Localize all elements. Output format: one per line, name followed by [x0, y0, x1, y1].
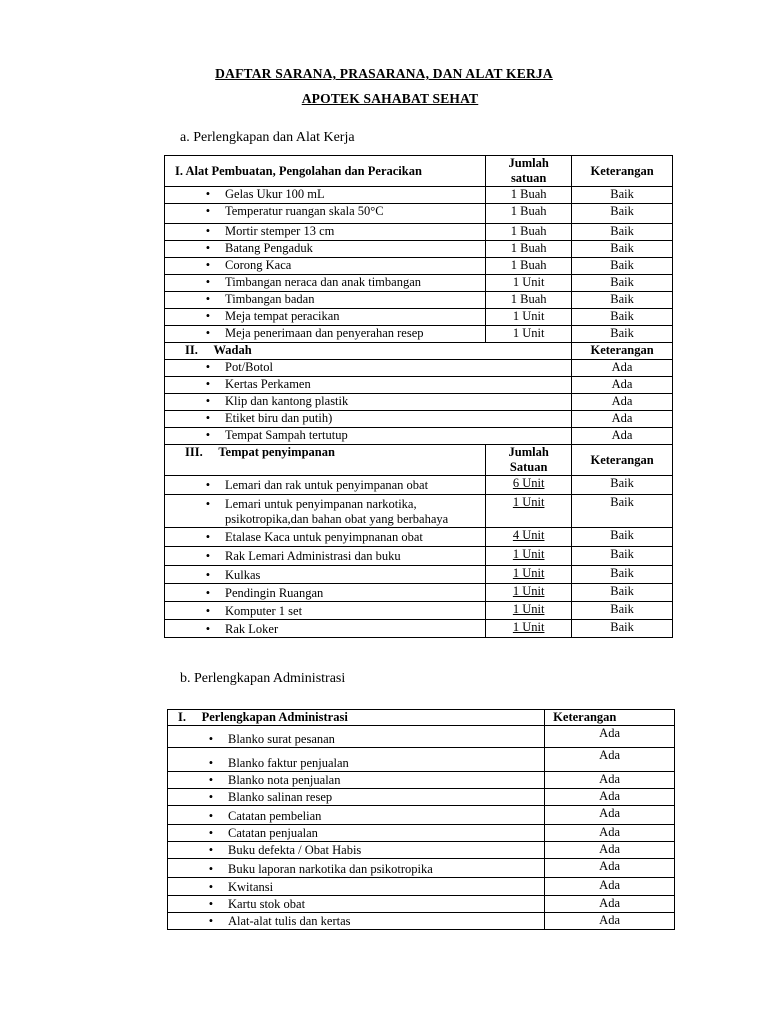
- table-row: [168, 878, 675, 896]
- ket-cell: [545, 913, 675, 930]
- ket-cell: [572, 204, 673, 224]
- item-cell: [165, 360, 572, 377]
- bullet-icon: •: [205, 326, 211, 340]
- ket-cell: [545, 896, 675, 913]
- item-label: Blanko salinan resep: [228, 790, 333, 804]
- item-cell: [168, 913, 545, 930]
- document-title: DAFTAR SARANA, PRASARANA, DAN ALAT KERJA: [215, 66, 553, 81]
- ket-value: Ada: [599, 772, 620, 786]
- item-cell: [168, 896, 545, 913]
- qty-value: 1 Buah: [510, 187, 547, 201]
- table-row: [165, 566, 673, 584]
- item-cell: [168, 878, 545, 896]
- bullet-icon: •: [205, 204, 211, 218]
- ket-value: Ada: [611, 394, 633, 408]
- qty-value: 1 Buah: [510, 241, 547, 255]
- item-label: Kwitansi: [228, 880, 274, 894]
- item-label: Timbangan neraca dan anak timbangan: [225, 275, 422, 289]
- bullet-icon: •: [205, 224, 211, 238]
- equipment-table: [164, 155, 673, 638]
- ket-cell: [572, 326, 673, 343]
- ket-cell: [572, 394, 673, 411]
- table-row: [165, 394, 673, 411]
- group-header: [165, 156, 486, 187]
- bullet-icon: •: [208, 809, 214, 823]
- item-cell: [165, 204, 486, 224]
- qty-value: 1 Buah: [510, 204, 547, 218]
- ket-cell: [572, 309, 673, 326]
- item-label: Buku defekta / Obat Habis: [228, 843, 362, 857]
- ket-value: Baik: [610, 528, 634, 542]
- bullet-icon: •: [208, 790, 214, 804]
- column-header-qty: [486, 156, 572, 187]
- qty-value: 1 Unit: [512, 584, 545, 598]
- table-row: [165, 326, 673, 343]
- ket-value: Baik: [610, 584, 634, 598]
- ket-cell: [545, 726, 675, 748]
- ket-header: Keterangan: [590, 343, 654, 357]
- qty-cell: [486, 584, 572, 602]
- table-row: [165, 187, 673, 204]
- group-header: [168, 710, 545, 726]
- qty-header: Jumlah Satuan: [508, 445, 549, 474]
- ket-cell: [572, 566, 673, 584]
- qty-cell: [486, 602, 572, 620]
- ket-cell: [545, 878, 675, 896]
- qty-cell: [486, 528, 572, 547]
- table-row: [165, 360, 673, 377]
- qty-cell: [486, 566, 572, 584]
- qty-value: 1 Unit: [512, 326, 545, 340]
- table-row: [165, 224, 673, 241]
- qty-value: 1 Buah: [510, 224, 547, 238]
- group-number: I.: [178, 710, 186, 724]
- pharmacy-name: APOTEK SAHABAT SEHAT: [301, 91, 479, 106]
- bullet-icon: •: [208, 843, 214, 857]
- ket-cell: [572, 377, 673, 394]
- ket-cell: [572, 224, 673, 241]
- item-label: Komputer 1 set: [225, 604, 303, 618]
- bullet-icon: •: [208, 826, 214, 840]
- table-row: [165, 495, 673, 528]
- item-label: Kulkas: [225, 568, 261, 582]
- table-row: [168, 896, 675, 913]
- ket-cell: [572, 428, 673, 445]
- table-row: [165, 547, 673, 566]
- bullet-icon: •: [205, 360, 211, 374]
- item-label: Tempat Sampah tertutup: [225, 428, 348, 442]
- qty-cell: [486, 187, 572, 204]
- item-label: Pendingin Ruangan: [225, 586, 324, 600]
- table-row: [168, 825, 675, 842]
- item-label: Mortir stemper 13 cm: [225, 224, 335, 238]
- item-label: Temperatur ruangan skala 50°C: [225, 204, 384, 218]
- ket-value: Baik: [610, 241, 634, 255]
- item-cell: [165, 428, 572, 445]
- ket-cell: [545, 772, 675, 789]
- ket-value: Baik: [610, 187, 634, 201]
- item-cell: [168, 859, 545, 878]
- item-label: Batang Pengaduk: [225, 241, 313, 255]
- table-row: [165, 584, 673, 602]
- qty-value: 1 Buah: [510, 258, 547, 272]
- item-cell: [168, 726, 545, 748]
- ket-value: Baik: [610, 326, 634, 340]
- administration-table: [167, 709, 675, 930]
- ket-cell: [572, 292, 673, 309]
- ket-value: Baik: [610, 292, 634, 306]
- item-label: Blanko nota penjualan: [228, 773, 341, 787]
- table-row: [168, 772, 675, 789]
- table-row: [165, 411, 673, 428]
- item-cell: [165, 547, 486, 566]
- item-cell: [168, 842, 545, 859]
- ket-value: Baik: [610, 309, 634, 323]
- ket-cell: [572, 411, 673, 428]
- table-row: [165, 428, 673, 445]
- bullet-icon: •: [205, 530, 211, 544]
- column-header-ket: [572, 343, 673, 360]
- ket-cell: [545, 806, 675, 825]
- ket-cell: [572, 258, 673, 275]
- item-label: Etalase Kaca untuk penyimpnanan obat: [225, 530, 423, 544]
- bullet-icon: •: [205, 258, 211, 272]
- item-label: Kartu stok obat: [228, 897, 306, 911]
- item-label: Catatan penjualan: [228, 826, 318, 840]
- ket-value: Ada: [611, 428, 633, 442]
- ket-value: Ada: [599, 748, 620, 762]
- section-b-heading: b. Perlengkapan Administrasi: [180, 671, 346, 686]
- group-title: Wadah: [213, 343, 252, 357]
- ket-cell: [572, 241, 673, 258]
- bullet-icon: •: [205, 549, 211, 563]
- item-cell: [168, 748, 545, 772]
- group-number: II.: [185, 343, 198, 357]
- ket-cell: [572, 476, 673, 495]
- ket-cell: [545, 748, 675, 772]
- ket-value: Baik: [610, 275, 634, 289]
- qty-value: 1 Unit: [512, 602, 545, 616]
- column-header-qty: [486, 445, 572, 476]
- qty-value: 1 Unit: [512, 566, 545, 580]
- item-cell: [165, 566, 486, 584]
- ket-value: Baik: [610, 602, 634, 616]
- qty-value: 1 Unit: [512, 547, 545, 561]
- qty-value: 1 Unit: [512, 275, 545, 289]
- table-row: [165, 309, 673, 326]
- ket-value: Baik: [610, 566, 634, 580]
- table-row: [165, 602, 673, 620]
- item-label: Blanko surat pesanan: [228, 732, 335, 746]
- ket-value: Ada: [599, 825, 620, 839]
- qty-cell: [486, 620, 572, 638]
- table-row: [165, 620, 673, 638]
- item-cell: [165, 394, 572, 411]
- group-number: I.: [175, 163, 183, 178]
- item-label: Lemari dan rak untuk penyimpanan obat: [225, 478, 429, 492]
- item-label: Klip dan kantong plastik: [225, 394, 349, 408]
- table-row: [165, 204, 673, 224]
- bullet-icon: •: [205, 241, 211, 255]
- ket-value: Baik: [610, 224, 634, 238]
- item-cell: [165, 377, 572, 394]
- bullet-icon: •: [205, 604, 211, 618]
- item-label: Alat-alat tulis dan kertas: [228, 914, 351, 928]
- qty-value: 1 Unit: [512, 309, 545, 323]
- ket-header: Keterangan: [590, 452, 654, 467]
- qty-cell: [486, 241, 572, 258]
- table-row: [165, 241, 673, 258]
- qty-cell: [486, 204, 572, 224]
- item-cell: [165, 326, 486, 343]
- item-cell: [168, 772, 545, 789]
- ket-cell: [572, 620, 673, 638]
- group-header: [165, 445, 486, 476]
- ket-value: Ada: [599, 842, 620, 856]
- item-cell: [168, 806, 545, 825]
- ket-value: Baik: [610, 547, 634, 561]
- item-cell: [165, 411, 572, 428]
- group-title: Tempat penyimpanan: [218, 445, 335, 459]
- ket-header: Keterangan: [553, 710, 617, 724]
- item-cell: [165, 275, 486, 292]
- table-row: [165, 476, 673, 495]
- bullet-icon: •: [205, 497, 211, 511]
- ket-cell: [545, 789, 675, 806]
- table-row: [168, 789, 675, 806]
- qty-cell: [486, 258, 572, 275]
- bullet-icon: •: [205, 428, 211, 442]
- item-cell: [165, 258, 486, 275]
- ket-value: Ada: [611, 360, 633, 374]
- item-cell: [165, 309, 486, 326]
- table-row: [168, 859, 675, 878]
- item-cell: [168, 789, 545, 806]
- qty-cell: [486, 547, 572, 566]
- bullet-icon: •: [205, 275, 211, 289]
- table-row: [165, 377, 673, 394]
- item-label: Gelas Ukur 100 mL: [225, 187, 325, 201]
- item-cell: [165, 584, 486, 602]
- bullet-icon: •: [208, 914, 214, 928]
- item-cell: [165, 224, 486, 241]
- item-label: Corong Kaca: [225, 258, 292, 272]
- qty-header: Jumlah satuan: [508, 156, 549, 185]
- qty-value: 6 Unit: [512, 476, 545, 490]
- bullet-icon: •: [205, 568, 211, 582]
- group-header: [165, 343, 572, 360]
- ket-cell: [572, 187, 673, 204]
- table-row: [165, 292, 673, 309]
- ket-cell: [572, 602, 673, 620]
- bullet-icon: •: [208, 897, 214, 911]
- item-label: Meja penerimaan dan penyerahan resep: [225, 326, 424, 340]
- item-cell: [165, 292, 486, 309]
- bullet-icon: •: [208, 732, 214, 746]
- bullet-icon: •: [205, 622, 211, 636]
- bullet-icon: •: [208, 880, 214, 894]
- qty-cell: [486, 476, 572, 495]
- bullet-icon: •: [205, 411, 211, 425]
- item-cell: [165, 187, 486, 204]
- qty-cell: [486, 495, 572, 528]
- item-label: Kertas Perkamen: [225, 377, 311, 391]
- ket-cell: [545, 859, 675, 878]
- bullet-icon: •: [208, 756, 214, 770]
- qty-cell: [486, 224, 572, 241]
- ket-cell: [572, 495, 673, 528]
- ket-cell: [572, 528, 673, 547]
- ket-value: Baik: [610, 495, 634, 509]
- item-cell: [165, 476, 486, 495]
- ket-cell: [572, 275, 673, 292]
- qty-cell: [486, 309, 572, 326]
- item-cell: [165, 241, 486, 258]
- qty-value: 1 Buah: [510, 292, 547, 306]
- ket-value: Ada: [599, 859, 620, 873]
- bullet-icon: •: [205, 377, 211, 391]
- group-title: Alat Pembuatan, Pengolahan dan Peracikan: [185, 163, 422, 178]
- group-number: III.: [185, 445, 203, 459]
- qty-value: 1 Unit: [512, 495, 545, 509]
- item-label: Etiket biru dan putih): [225, 411, 333, 425]
- ket-value: Ada: [599, 878, 620, 892]
- column-header-ket: [572, 445, 673, 476]
- table-row: [168, 842, 675, 859]
- item-cell: [165, 528, 486, 547]
- item-label: Catatan pembelian: [228, 809, 322, 823]
- bullet-icon: •: [208, 862, 214, 876]
- ket-cell: [572, 360, 673, 377]
- item-label: Timbangan badan: [225, 292, 315, 306]
- table-row: [168, 806, 675, 825]
- ket-value: Ada: [611, 377, 633, 391]
- item-cell: [165, 495, 486, 528]
- ket-value: Baik: [610, 258, 634, 272]
- bullet-icon: •: [205, 309, 211, 323]
- ket-value: Ada: [599, 726, 620, 740]
- ket-cell: [545, 825, 675, 842]
- item-cell: [168, 825, 545, 842]
- qty-value: 1 Unit: [512, 620, 545, 634]
- item-cell: [165, 602, 486, 620]
- item-label: Rak Lemari Administrasi dan buku: [225, 549, 401, 563]
- bullet-icon: •: [205, 187, 211, 201]
- table-row: [168, 913, 675, 930]
- qty-value: 4 Unit: [512, 528, 545, 542]
- section-a-heading: a. Perlengkapan dan Alat Kerja: [180, 130, 355, 145]
- ket-value: Baik: [610, 476, 634, 490]
- item-label: Blanko faktur penjualan: [228, 756, 349, 770]
- ket-header: Keterangan: [590, 163, 654, 178]
- column-header-ket: [545, 710, 675, 726]
- bullet-icon: •: [205, 292, 211, 306]
- group-title: Perlengkapan Administrasi: [201, 710, 348, 724]
- ket-value: Ada: [599, 913, 620, 927]
- ket-value: Ada: [611, 411, 633, 425]
- ket-value: Ada: [599, 896, 620, 910]
- ket-value: Ada: [599, 789, 620, 803]
- ket-cell: [572, 547, 673, 566]
- bullet-icon: •: [205, 478, 211, 492]
- ket-value: Ada: [599, 806, 620, 820]
- bullet-icon: •: [205, 394, 211, 408]
- item-label: Pot/Botol: [225, 360, 273, 374]
- column-header-ket: [572, 156, 673, 187]
- item-cell: [165, 620, 486, 638]
- table-row: [168, 726, 675, 748]
- table-row: [165, 275, 673, 292]
- ket-value: Baik: [610, 620, 634, 634]
- qty-cell: [486, 292, 572, 309]
- item-label: Lemari untuk penyimpanan narkotika, psikotropika,dan bahan obat yang berbahaya: [225, 497, 449, 526]
- item-label: Rak Loker: [225, 622, 279, 636]
- ket-cell: [572, 584, 673, 602]
- item-label: Buku laporan narkotika dan psikotropika: [228, 862, 433, 876]
- ket-cell: [545, 842, 675, 859]
- qty-cell: [486, 326, 572, 343]
- table-row: [165, 258, 673, 275]
- table-row: [165, 528, 673, 547]
- qty-cell: [486, 275, 572, 292]
- item-label: Meja tempat peracikan: [225, 309, 340, 323]
- bullet-icon: •: [205, 586, 211, 600]
- ket-value: Baik: [610, 204, 634, 218]
- table-row: [168, 748, 675, 772]
- bullet-icon: •: [208, 773, 214, 787]
